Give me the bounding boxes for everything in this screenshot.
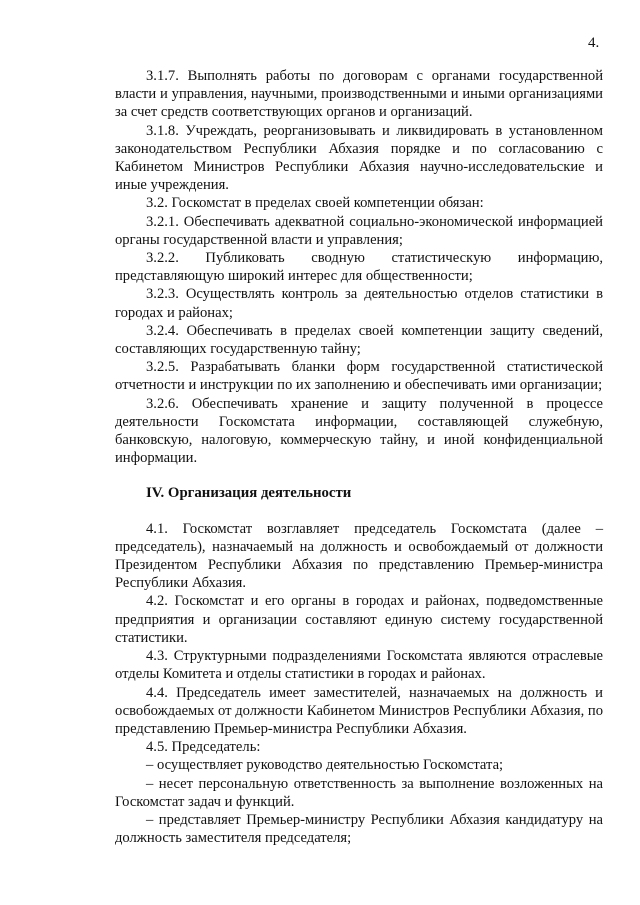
paragraph-3-1-8: 3.1.8. Учреждать, реорганизовывать и ликвидировать в установленном законодательством Республики Абхазия порядке и по согласованию с Кабинетом Министров Республики Абхазия научно-исследовательские и иные учреждения. (115, 122, 603, 194)
section-heading: IV. Организация деятельности (146, 485, 352, 502)
paragraph-3-2: 3.2. Госкомстат в пределах своей компетенции обязан: (146, 195, 484, 212)
paragraph-3-2-4: 3.2.4. Обеспечивать в пределах своей компетенции защиту сведений, составляющих государственную тайну; (115, 322, 603, 358)
paragraph-3-2-6: 3.2.6. Обеспечивать хранение и защиту полученной в процессе деятельности Госкомстата информации, составляющей служебную, банковскую, налоговую, коммерческую тайну, и иной конфиденциальной информации. (115, 395, 603, 467)
document-body (115, 67, 603, 847)
paragraph-3-2-1: 3.2.1. Обеспечивать адекватной социально-экономической информацией органы государственной власти и управления; (115, 213, 603, 248)
spacer (115, 467, 603, 484)
list-item-dash: – осуществляет руководство деятельностью Госкомстата; (146, 757, 504, 774)
paragraph-4-4: 4.4. Председатель имеет заместителей, назначаемых на должность и освобождаемых от должности Кабинетом Министров Республики Абхазия, по представлению Премьер-министра Республики Абхазия. (115, 684, 603, 737)
paragraph-3-2-2: 3.2.2. Публиковать сводную статистическую информацию, представляющую широкий интерес для общественности; (115, 250, 603, 285)
list-item-dash: – представляет Премьер-министру Республики Абхазия кандидатуру на должность заместителя председателя; (115, 811, 603, 847)
paragraph-4-3: 4.3. Структурными подразделениями Госкомстата являются отраслевые отделы Комитета и отделы статистики в городах и районах. (115, 648, 603, 683)
paragraph-3-2-5: 3.2.5. Разрабатывать бланки форм государственной статистической отчетности и инструкции по их заполнению и обеспечивать ими организации; (115, 359, 603, 394)
spacer (115, 503, 603, 520)
paragraph-4-1: 4.1. Госкомстат возглавляет председатель Госкомстата (далее – председатель), назначаемый на должность и освобождаемый от должности Президентом Республики Абхазия по представлению Премьер-министра Республики Абхазия. (115, 520, 603, 592)
paragraph-3-2-3: 3.2.3. Осуществлять контроль за деятельностью отделов статистики в городах и районах; (115, 286, 603, 321)
page-number: 4. (588, 35, 600, 51)
list-item-dash: – несет персональную ответственность за выполнение возложенных на Госкомстат задач и функций. (115, 775, 603, 810)
paragraph-3-1-7: 3.1.7. Выполнять работы по договорам с органами государственной власти и управления, научными, производственными и иными организациями за счет средств соответствующих органов и организаций. (115, 68, 603, 121)
paragraph-4-5: 4.5. Председатель: (146, 739, 261, 756)
paragraph-4-2: 4.2. Госкомстат и его органы в городах и районах, подведомственные предприятия и организации составляют единую систему государственной статистики. (115, 593, 603, 646)
